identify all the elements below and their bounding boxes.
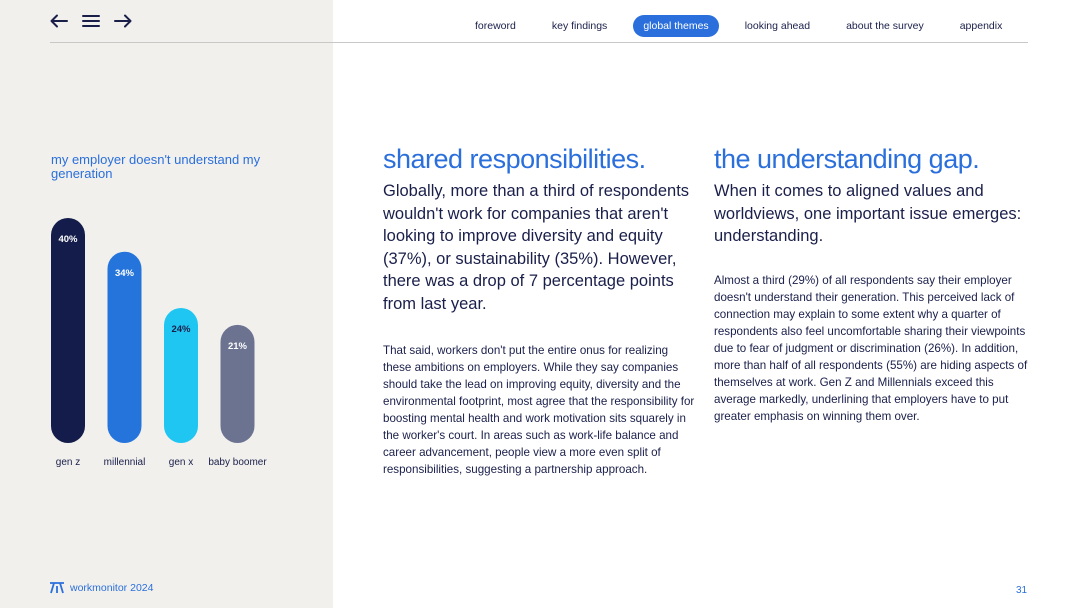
nav-divider-left — [50, 42, 333, 43]
section1-heading: shared responsibilities. — [383, 144, 646, 174]
nav-appendix[interactable]: appendix — [959, 20, 1003, 32]
bar-value-label: 40% — [58, 234, 78, 245]
nav-foreword[interactable]: foreword — [475, 20, 516, 32]
bar-value-label: 24% — [171, 324, 191, 335]
arrow-left-icon[interactable] — [50, 14, 68, 28]
section1-lead: Globally, more than a third of respondents wouldn't work for companies that aren't looking to improve diversity and equity (37%), or sustainability (35%). However, there was a drop of 7 percentage points from last year. — [383, 182, 690, 313]
bar-value-label: 34% — [114, 267, 135, 279]
chart-title: my employer doesn't understand my generation — [51, 152, 261, 181]
nav-looking-ahead[interactable]: looking ahead — [744, 20, 811, 32]
nav-about-the-survey[interactable]: about the survey — [846, 20, 924, 32]
section-understanding-gap — [714, 143, 1034, 425]
section2-heading: the understanding gap. — [714, 144, 980, 174]
nav-controls — [50, 14, 132, 28]
nav-global-themes[interactable]: global themes — [633, 15, 718, 37]
section2-lead: When it comes to aligned values and worldviews, one important issue emerges: understanding. — [714, 182, 1022, 245]
arrow-right-icon[interactable] — [114, 14, 132, 28]
page-number: 31 — [1016, 585, 1028, 596]
brand-logo-icon — [50, 582, 64, 594]
section-shared-responsibilities — [383, 143, 698, 478]
footer-brand — [50, 582, 153, 594]
nav-divider — [333, 42, 1028, 43]
bar-category-label: gen z — [55, 457, 81, 468]
section1-body: That said, workers don't put the entire onus for realizing these ambitions on employers. While they say companies should take the lead on improving equity, diversity and the environmental footprint, most agree that the responsibility for boosting mental health and work motivation sits squarely in the worker's court. In areas such as work-life balance and career advancement, people view a more even split of responsibilities, suggesting a partnership approach. — [383, 344, 695, 476]
footer-logo-text: workmonitor 2024 — [70, 582, 154, 594]
nav-key-findings[interactable]: key findings — [551, 20, 608, 32]
top-navigation — [465, 15, 1012, 37]
bar-category-label: gen x — [168, 457, 194, 468]
bar-category-label: baby boomer — [208, 457, 267, 468]
generation-bar-chart — [40, 210, 300, 470]
bar-millennial — [108, 252, 142, 443]
menu-icon[interactable] — [82, 14, 100, 28]
bar-value-label: 21% — [227, 340, 248, 352]
section2-body: Almost a third (29%) of all respondents say their employer doesn't understand their generation. This perceived lack of connection may explain to some extent why a quarter of respondents also feel uncomfortable sharing their viewpoints due to fear of judgment or discrimination (26%). In addition, more than half of all respondents (55%) are hiding aspects of themselves at work. Gen Z and Millennials exceed this average markedly, underlining that employers have to put greater emphasis on winning them over. — [714, 273, 1028, 423]
bar-gen-z — [51, 218, 85, 443]
bar-category-label: millennial — [103, 457, 146, 468]
